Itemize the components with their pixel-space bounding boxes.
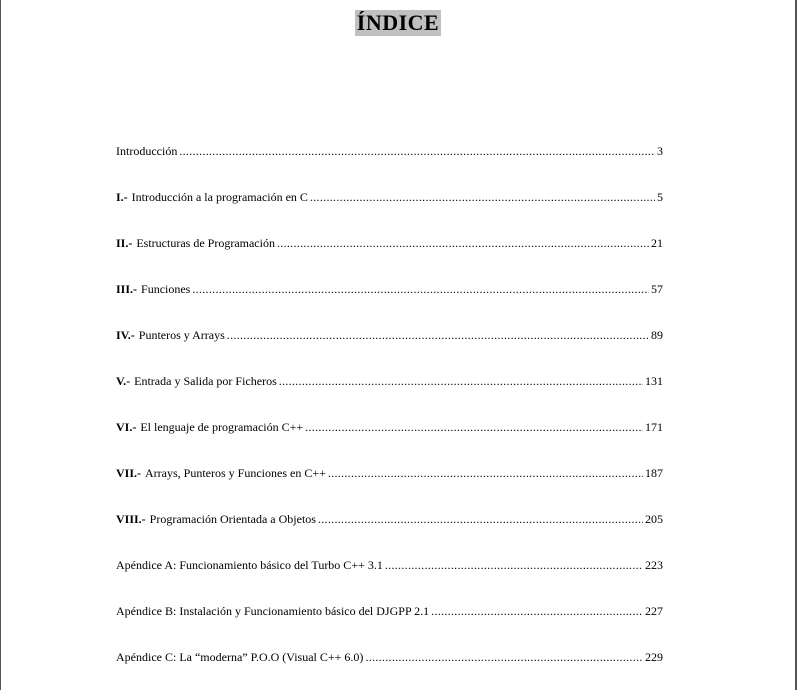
- toc-entry[interactable]: [116, 187, 663, 233]
- toc-entry-page: 205: [645, 512, 663, 526]
- dot-leader: [310, 187, 655, 207]
- dot-leader: [279, 371, 643, 391]
- toc-entry[interactable]: [116, 279, 663, 325]
- toc-entry-page: 171: [645, 420, 663, 434]
- toc-entry-label: Estructuras de Programación: [136, 236, 275, 250]
- toc-entry-number: IV.-: [116, 328, 135, 342]
- toc-entry[interactable]: [116, 233, 663, 279]
- toc-entry-page: 57: [651, 282, 663, 296]
- toc-entry-page: 131: [645, 374, 663, 388]
- dot-leader: [305, 417, 643, 437]
- toc-entry[interactable]: [116, 647, 663, 690]
- toc-entry-page: 223: [645, 558, 663, 572]
- toc-entry-label: Arrays, Punteros y Funciones en C++: [145, 466, 326, 480]
- toc-entry-number: I.-: [116, 190, 128, 204]
- dot-leader: [277, 233, 649, 253]
- toc-entry-page: 89: [651, 328, 663, 342]
- toc-entry-number: III.-: [116, 282, 138, 296]
- toc-entry[interactable]: [116, 555, 663, 601]
- toc-entry-page: 229: [645, 650, 663, 664]
- toc-entry[interactable]: [116, 463, 663, 509]
- toc-entry-page: 3: [657, 144, 663, 158]
- dot-leader: [328, 463, 643, 483]
- dot-leader: [227, 325, 649, 345]
- toc-entry-label: Introducción a la programación en C: [131, 190, 308, 204]
- dot-leader: [318, 509, 643, 529]
- dot-leader: [431, 601, 643, 621]
- toc-entry-label: Programación Orientada a Objetos: [149, 512, 316, 526]
- toc-entry-number: VII.-: [116, 466, 142, 480]
- table-of-contents: [116, 141, 663, 690]
- dot-leader: [365, 647, 643, 667]
- dot-leader: [179, 141, 655, 161]
- toc-entry-page: 21: [651, 236, 663, 250]
- title-wrap: [1, 10, 795, 36]
- toc-entry-page: 5: [657, 190, 663, 204]
- page-title: ÍNDICE: [356, 10, 440, 35]
- toc-entry-page: 227: [645, 604, 663, 618]
- toc-entry[interactable]: [116, 417, 663, 463]
- toc-entry[interactable]: [116, 371, 663, 417]
- toc-entry-page: 187: [645, 466, 663, 480]
- toc-entry[interactable]: [116, 325, 663, 371]
- toc-entry-label: Funciones: [141, 282, 191, 296]
- dot-leader: [192, 279, 649, 299]
- toc-entry-label: Apéndice C: La “moderna” P.O.O (Visual C++ 6.0): [116, 650, 364, 664]
- toc-entry[interactable]: [116, 601, 663, 647]
- toc-entry-number: V.-: [116, 374, 131, 388]
- toc-entry-number: VIII.-: [116, 512, 146, 526]
- toc-entry-label: Punteros y Arrays: [138, 328, 225, 342]
- toc-entry-label: Entrada y Salida por Ficheros: [134, 374, 277, 388]
- toc-entry[interactable]: [116, 509, 663, 555]
- toc-entry-number: II.-: [116, 236, 133, 250]
- toc-entry-label: Introducción: [116, 144, 178, 158]
- dot-leader: [385, 555, 643, 575]
- toc-entry-label: Apéndice B: Instalación y Funcionamiento básico del DJGPP 2.1: [116, 604, 430, 618]
- toc-entry-label: Apéndice A: Funcionamiento básico del Turbo C++ 3.1: [116, 558, 383, 572]
- toc-entry-label: El lenguaje de programación C++: [140, 420, 304, 434]
- toc-entry[interactable]: [116, 141, 663, 187]
- toc-entry-number: VI.-: [116, 420, 137, 434]
